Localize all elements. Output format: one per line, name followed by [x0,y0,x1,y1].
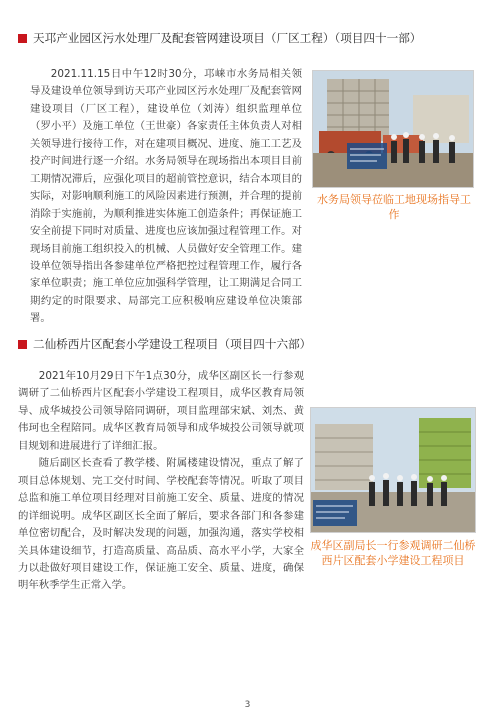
page-number: 3 [244,700,251,710]
section-header-2 [18,336,483,352]
section-title-1: 天邛产业园区污水处理厂及配套管网建设项目（厂区工程）（项目四十一部） [33,31,422,45]
site-visit-photo-1 [312,70,474,188]
paragraph: 2021.11.15日中午12时30分，邛崃市水务局相关领导及建设单位领导到访天邛产业园区污水处理厂及配套管网建设项目（厂区工程），建设单位（刘涛）组织监理单位（罗小平）及施工单位（王世豪）各家责任主体负责人对相关领导进行接待工作，对在建项目概况、进度、施工工艺及投产时间进行逐一介绍。水务局领导在现场指出本项目目前工期情况滞后，应强化项目的超前管控意识，结合本项目的实际，对影响顺利施工的风险因素进行预测，并合理的提前消除于实施前，为顺利推进实体施工创造条件；再保证施工安全前提下同时对质量、进度也应该加强过程管理工作。对现场目前施工组织投入的机械、人员做好安全管理工作。建设单位领导指出各参建单位严格把控过程管理工作，履行各家单位职责；施工单位应加强科学管理，让工期满足合同工期约定的时限要求、局部完工应积极响应建设单位决策部署。 [30,68,302,325]
photo-caption-1: 水务局领导莅临工地现场指导工作 [317,193,471,221]
section-header-1 [18,30,483,46]
red-square-icon [18,340,27,349]
section-title-2: 二仙桥西片区配套小学建设工程项目（项目四十六部） [33,337,312,351]
red-square-icon [18,34,27,43]
section-body-2 [18,368,304,595]
paragraph: 2021年10月29日下午1点30分，成华区副区长一行参观调研了二仙桥西片区配套小学建设工程项目，成华区教育局领导、成华城投公司领导陪同调研，项目监理部宋斌、刘杰、黄伟珂也全程陪同。成华区教育局领导和成华城投公司领导就项目规划和进展进行了详细汇报。 [18,370,304,452]
section-body-1 [30,66,302,328]
photo-caption-2: 成华区副局长一行参观调研二仙桥西片区配套小学建设工程项目 [310,539,476,567]
site-visit-photo-2 [310,407,476,533]
paragraph: 随后副区长查看了教学楼、附属楼建设情况，重点了解了项目总体规划、完工交付时间、学校配套等情况。听取了项目总监和施工单位项目经理对目前施工安全、质量、进度的情况的详细说明。成华区副区长全面了解后，要求各部门和各参建单位密切配合，及时解决发现的问题，加强沟通，落实学校相关具体建设细节，打造高质量、高品质、高水平小学，大家全力以赴做好项目建设工作，保证施工安全、质量、进度，确保明年秋季学生正常入学。 [18,457,304,592]
